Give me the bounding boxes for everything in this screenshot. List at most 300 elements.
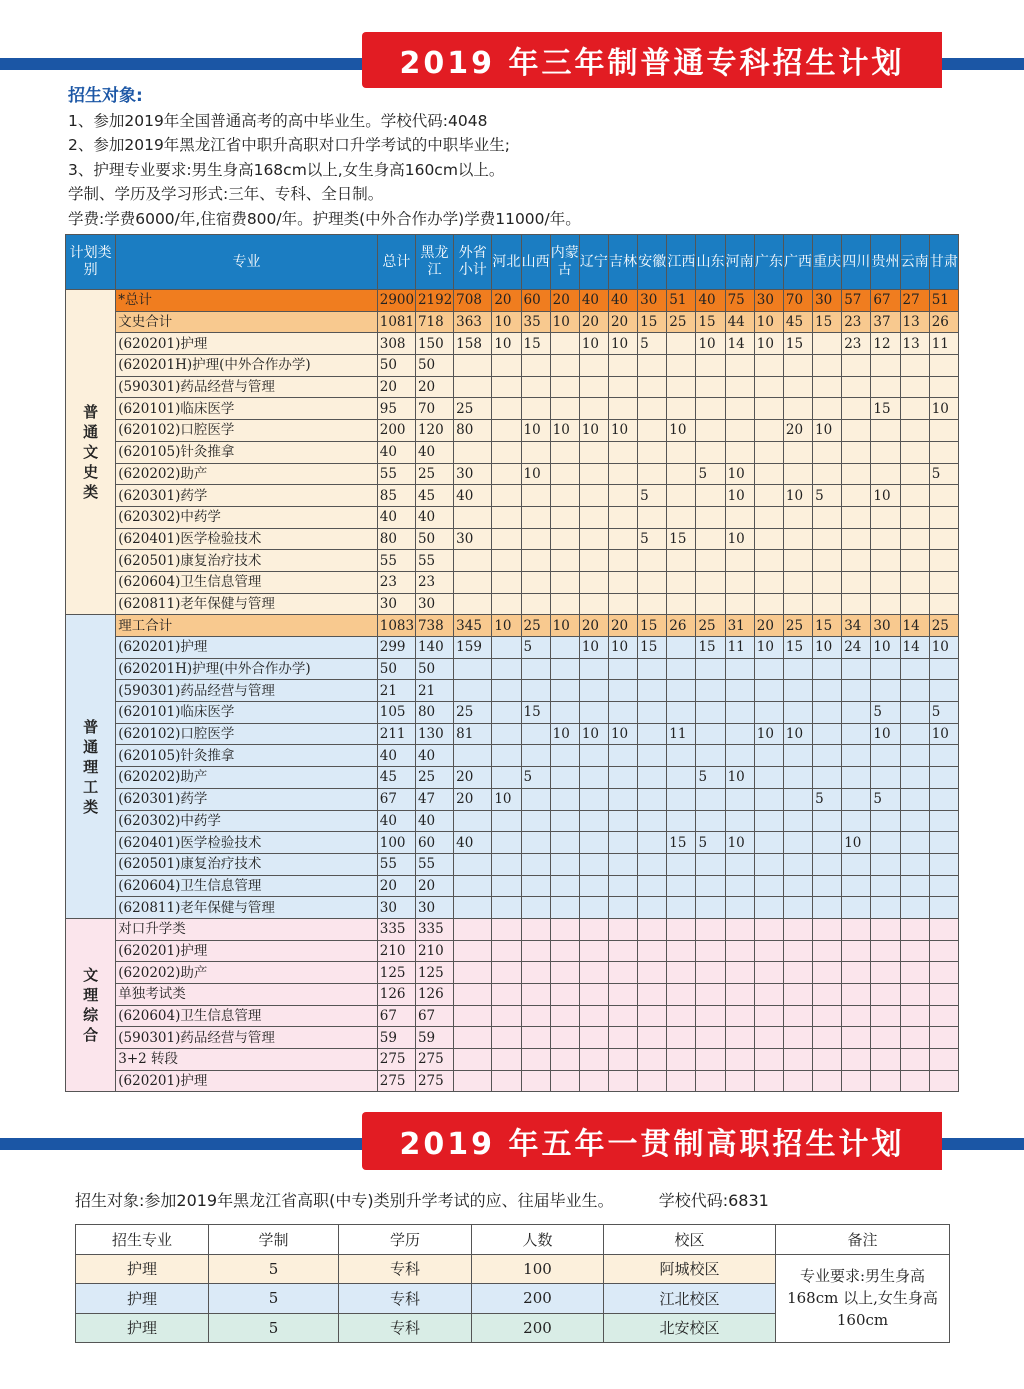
intro-section	[68, 84, 581, 231]
value-cell: 15	[813, 615, 842, 637]
table-row	[66, 420, 959, 442]
value-cell: 20	[783, 420, 812, 442]
value-cell	[638, 463, 667, 485]
value-cell	[842, 875, 871, 897]
value-cell	[550, 875, 579, 897]
value-cell	[608, 658, 637, 680]
value-cell: 1083	[377, 615, 415, 637]
value-cell	[813, 810, 842, 832]
value-cell	[754, 420, 783, 442]
value-cell: 15	[521, 702, 550, 724]
value-cell	[579, 1005, 608, 1027]
value-cell	[492, 853, 521, 875]
value-cell: 211	[377, 723, 415, 745]
category-label: 文理综合	[83, 966, 99, 1045]
value-cell	[521, 745, 550, 767]
value-cell	[492, 984, 521, 1006]
value-cell	[754, 702, 783, 724]
value-cell	[608, 745, 637, 767]
value-cell	[900, 463, 929, 485]
value-cell	[813, 355, 842, 377]
value-cell	[725, 550, 754, 572]
column-header: 学制	[209, 1225, 339, 1255]
value-cell	[900, 918, 929, 940]
value-cell	[667, 897, 696, 919]
value-cell	[754, 745, 783, 767]
column-header: 辽宁	[579, 235, 608, 290]
value-cell: 40	[454, 485, 492, 507]
value-cell	[521, 571, 550, 593]
value-cell	[492, 571, 521, 593]
banner-tail-1	[942, 58, 1024, 70]
value-cell	[871, 376, 900, 398]
value-cell	[667, 593, 696, 615]
value-cell: 50	[377, 658, 415, 680]
major-cell: (620302)中药学	[116, 810, 377, 832]
column-header: 贵州	[871, 235, 900, 290]
value-cell	[696, 918, 725, 940]
value-cell: 25	[696, 615, 725, 637]
value-cell	[754, 853, 783, 875]
value-cell: 60	[415, 832, 453, 854]
value-cell	[667, 550, 696, 572]
value-cell	[454, 658, 492, 680]
value-cell	[754, 1005, 783, 1027]
column-header: 江西	[667, 235, 696, 290]
value-cell: 10	[492, 333, 521, 355]
value-cell	[842, 355, 871, 377]
value-cell	[550, 571, 579, 593]
value-cell	[579, 984, 608, 1006]
value-cell: 100	[377, 832, 415, 854]
column-header: 云南	[900, 235, 929, 290]
value-cell	[783, 1070, 812, 1092]
value-cell	[521, 1070, 550, 1092]
value-cell	[813, 506, 842, 528]
value-cell: 25	[521, 615, 550, 637]
table-row	[66, 702, 959, 724]
value-cell	[842, 918, 871, 940]
value-cell: 40	[377, 441, 415, 463]
value-cell	[900, 376, 929, 398]
value-cell	[608, 962, 637, 984]
value-cell: 10	[667, 420, 696, 442]
value-cell: 10	[550, 311, 579, 333]
value-cell: 55	[377, 853, 415, 875]
value-cell	[638, 658, 667, 680]
value-cell	[667, 680, 696, 702]
value-cell	[550, 637, 579, 659]
value-cell	[842, 463, 871, 485]
value-cell	[608, 398, 637, 420]
value-cell	[900, 853, 929, 875]
value-cell	[579, 745, 608, 767]
value-cell	[725, 788, 754, 810]
value-cell	[871, 680, 900, 702]
value-cell: 159	[454, 637, 492, 659]
value-cell	[754, 875, 783, 897]
value-cell: 5	[638, 528, 667, 550]
value-cell	[929, 571, 958, 593]
column-header: 四川	[842, 235, 871, 290]
value-cell	[696, 658, 725, 680]
value-cell: 23	[842, 333, 871, 355]
value-cell	[929, 550, 958, 572]
value-cell: 10	[783, 723, 812, 745]
value-cell: 30	[754, 290, 783, 312]
value-cell	[783, 810, 812, 832]
value-cell: 105	[377, 702, 415, 724]
value-cell	[579, 810, 608, 832]
value-cell: 45	[783, 311, 812, 333]
value-cell	[754, 767, 783, 789]
value-cell	[813, 593, 842, 615]
value-cell	[492, 441, 521, 463]
value-cell	[492, 637, 521, 659]
value-cell	[929, 1005, 958, 1027]
value-cell	[783, 1049, 812, 1071]
major-cell: (590301)药品经营与管理	[116, 680, 377, 702]
value-cell	[492, 702, 521, 724]
value-cell	[754, 441, 783, 463]
value-cell	[579, 463, 608, 485]
value-cell	[900, 680, 929, 702]
value-cell	[929, 441, 958, 463]
column-header: 备注	[776, 1225, 950, 1255]
table-row	[66, 1049, 959, 1071]
value-cell	[454, 918, 492, 940]
value-cell	[929, 962, 958, 984]
value-cell: 40	[579, 290, 608, 312]
value-cell	[667, 875, 696, 897]
value-cell: 200	[472, 1313, 604, 1343]
value-cell	[454, 1005, 492, 1027]
value-cell	[725, 702, 754, 724]
value-cell: 12	[871, 333, 900, 355]
value-cell	[579, 680, 608, 702]
value-cell: 50	[415, 658, 453, 680]
value-cell: 210	[377, 940, 415, 962]
value-cell	[550, 940, 579, 962]
value-cell	[813, 767, 842, 789]
value-cell: 140	[415, 637, 453, 659]
value-cell	[842, 1070, 871, 1092]
value-cell: 14	[900, 615, 929, 637]
value-cell: 708	[454, 290, 492, 312]
value-cell	[754, 918, 783, 940]
value-cell: 335	[377, 918, 415, 940]
column-header: 招生专业	[76, 1225, 209, 1255]
value-cell: 13	[900, 333, 929, 355]
value-cell	[638, 355, 667, 377]
value-cell	[608, 528, 637, 550]
value-cell: 200	[472, 1284, 604, 1314]
value-cell	[608, 485, 637, 507]
value-cell: 15	[783, 333, 812, 355]
value-cell	[813, 528, 842, 550]
value-cell	[492, 767, 521, 789]
value-cell	[492, 420, 521, 442]
value-cell	[638, 853, 667, 875]
value-cell	[608, 984, 637, 1006]
value-cell	[638, 398, 667, 420]
value-cell	[929, 355, 958, 377]
value-cell	[667, 1027, 696, 1049]
value-cell: 60	[521, 290, 550, 312]
major-cell: (620301)药学	[116, 788, 377, 810]
value-cell: 20	[454, 788, 492, 810]
column-header: 校区	[604, 1225, 776, 1255]
value-cell	[638, 1027, 667, 1049]
value-cell	[842, 376, 871, 398]
value-cell: 67	[377, 1005, 415, 1027]
value-cell	[783, 875, 812, 897]
value-cell	[754, 506, 783, 528]
value-cell	[638, 571, 667, 593]
value-cell	[667, 463, 696, 485]
value-cell	[754, 376, 783, 398]
value-cell: 10	[871, 485, 900, 507]
value-cell	[842, 767, 871, 789]
value-cell	[667, 441, 696, 463]
major-cell: 3+2 转段	[116, 1049, 377, 1071]
value-cell: 30	[454, 463, 492, 485]
value-cell	[813, 962, 842, 984]
value-cell	[900, 1027, 929, 1049]
value-cell	[667, 702, 696, 724]
value-cell	[754, 680, 783, 702]
value-cell	[725, 723, 754, 745]
table-row	[66, 832, 959, 854]
value-cell: 30	[377, 897, 415, 919]
value-cell	[813, 984, 842, 1006]
value-cell: 80	[454, 420, 492, 442]
value-cell: 15	[783, 637, 812, 659]
value-cell: 1081	[377, 311, 415, 333]
value-cell	[696, 528, 725, 550]
value-cell	[696, 745, 725, 767]
value-cell	[871, 1005, 900, 1027]
value-cell: 20	[415, 875, 453, 897]
value-cell: 30	[813, 290, 842, 312]
value-cell	[492, 1049, 521, 1071]
value-cell: 10	[725, 832, 754, 854]
value-cell	[667, 853, 696, 875]
value-cell	[521, 940, 550, 962]
major-cell: 理工合计	[116, 615, 377, 637]
major-cell: (620202)助产	[116, 463, 377, 485]
value-cell	[638, 832, 667, 854]
value-cell	[638, 918, 667, 940]
value-cell	[579, 940, 608, 962]
value-cell	[454, 745, 492, 767]
value-cell	[842, 1049, 871, 1071]
value-cell: 27	[900, 290, 929, 312]
value-cell	[454, 376, 492, 398]
value-cell: 67	[415, 1005, 453, 1027]
major-cell: (620102)口腔医学	[116, 420, 377, 442]
table-row	[66, 355, 959, 377]
value-cell	[783, 376, 812, 398]
major-cell: (620101)临床医学	[116, 702, 377, 724]
value-cell	[521, 1027, 550, 1049]
value-cell	[696, 1070, 725, 1092]
value-cell	[492, 962, 521, 984]
value-cell	[929, 897, 958, 919]
value-cell	[667, 355, 696, 377]
school-code: 学校代码:6831	[658, 1191, 769, 1210]
enrollment-plan-table	[65, 234, 959, 1092]
value-cell	[842, 528, 871, 550]
value-cell	[783, 918, 812, 940]
value-cell	[550, 702, 579, 724]
value-cell: 江北校区	[604, 1284, 776, 1314]
value-cell: 10	[550, 420, 579, 442]
value-cell	[454, 593, 492, 615]
column-header: 山东	[696, 235, 725, 290]
value-cell: 10	[754, 723, 783, 745]
value-cell	[725, 441, 754, 463]
table-row	[66, 658, 959, 680]
column-header: 专业	[116, 235, 377, 290]
value-cell	[667, 571, 696, 593]
value-cell	[900, 1049, 929, 1071]
value-cell: 10	[608, 333, 637, 355]
value-cell: 15	[813, 311, 842, 333]
value-cell	[696, 376, 725, 398]
value-cell	[638, 702, 667, 724]
table-row	[76, 1254, 950, 1284]
value-cell: 55	[377, 550, 415, 572]
value-cell: 120	[415, 420, 453, 442]
value-cell: 24	[842, 637, 871, 659]
value-cell	[696, 897, 725, 919]
value-cell	[608, 875, 637, 897]
value-cell: 30	[377, 593, 415, 615]
value-cell	[900, 940, 929, 962]
value-cell	[521, 875, 550, 897]
value-cell	[638, 550, 667, 572]
value-cell: 15	[696, 637, 725, 659]
value-cell	[638, 680, 667, 702]
value-cell: 10	[492, 788, 521, 810]
value-cell: 55	[415, 853, 453, 875]
value-cell: 30	[415, 897, 453, 919]
value-cell: 20	[377, 376, 415, 398]
value-cell	[667, 984, 696, 1006]
value-cell	[550, 593, 579, 615]
value-cell: 20	[415, 376, 453, 398]
value-cell: 5	[813, 485, 842, 507]
value-cell	[492, 680, 521, 702]
value-cell	[783, 897, 812, 919]
value-cell: 13	[900, 311, 929, 333]
value-cell	[813, 1070, 842, 1092]
major-cell: (620201)护理	[116, 1070, 377, 1092]
value-cell	[813, 463, 842, 485]
value-cell: 阿城校区	[604, 1254, 776, 1284]
value-cell	[783, 680, 812, 702]
value-cell	[725, 897, 754, 919]
category-cell	[66, 290, 116, 615]
value-cell	[696, 441, 725, 463]
value-cell	[521, 723, 550, 745]
value-cell	[754, 550, 783, 572]
value-cell: 5	[209, 1313, 339, 1343]
value-cell	[754, 571, 783, 593]
value-cell: 5	[813, 788, 842, 810]
value-cell: 10	[550, 723, 579, 745]
value-cell	[667, 485, 696, 507]
value-cell: 护理	[76, 1254, 209, 1284]
value-cell	[521, 810, 550, 832]
value-cell	[638, 420, 667, 442]
value-cell: 10	[929, 637, 958, 659]
value-cell: 26	[929, 311, 958, 333]
value-cell: 125	[415, 962, 453, 984]
value-cell	[900, 441, 929, 463]
value-cell	[608, 810, 637, 832]
value-cell	[871, 810, 900, 832]
value-cell	[492, 875, 521, 897]
value-cell	[754, 897, 783, 919]
value-cell	[454, 441, 492, 463]
value-cell	[492, 897, 521, 919]
value-cell: 护理	[76, 1313, 209, 1343]
column-header: 广东	[754, 235, 783, 290]
value-cell: 5	[871, 788, 900, 810]
value-cell	[579, 1049, 608, 1071]
value-cell	[696, 1049, 725, 1071]
table-row	[66, 333, 959, 355]
value-cell: 80	[415, 702, 453, 724]
value-cell	[579, 962, 608, 984]
value-cell: 10	[813, 420, 842, 442]
value-cell: 20	[579, 311, 608, 333]
value-cell: 50	[415, 528, 453, 550]
value-cell	[492, 723, 521, 745]
table-row	[66, 376, 959, 398]
value-cell	[696, 940, 725, 962]
value-cell: 10	[871, 723, 900, 745]
column-header: 黑龙江	[415, 235, 453, 290]
value-cell	[813, 441, 842, 463]
value-cell	[696, 702, 725, 724]
value-cell	[454, 550, 492, 572]
value-cell: 15	[696, 311, 725, 333]
value-cell	[929, 940, 958, 962]
value-cell: 70	[415, 398, 453, 420]
value-cell	[579, 1070, 608, 1092]
value-cell	[842, 853, 871, 875]
major-cell: (620201H)护理(中外合作办学)	[116, 658, 377, 680]
value-cell: 20	[454, 767, 492, 789]
value-cell	[842, 593, 871, 615]
value-cell: 40	[696, 290, 725, 312]
value-cell	[608, 918, 637, 940]
value-cell	[550, 333, 579, 355]
value-cell	[492, 658, 521, 680]
value-cell: 21	[415, 680, 453, 702]
value-cell	[696, 506, 725, 528]
value-cell	[608, 788, 637, 810]
major-cell: (620604)卫生信息管理	[116, 875, 377, 897]
column-header: 甘肃	[929, 235, 958, 290]
table-row	[66, 897, 959, 919]
value-cell	[579, 528, 608, 550]
value-cell	[871, 962, 900, 984]
value-cell: 67	[871, 290, 900, 312]
